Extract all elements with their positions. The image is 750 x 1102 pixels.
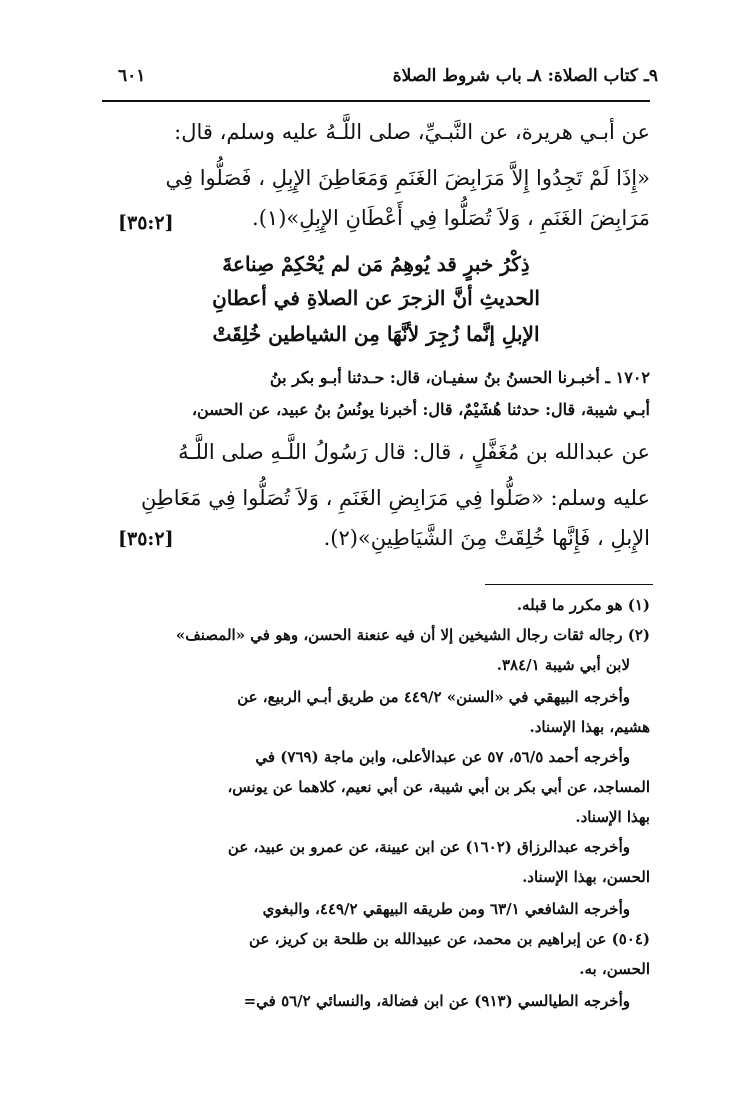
footnote-2-line-7: بهذا الإسناد. <box>575 808 650 826</box>
page-number: ٦٠١ <box>118 66 146 86</box>
hadith-1702-isnad-line-2: أبـي شيبة، قال: حدثنا هُشَيْمٌ، قال: أخبرنا يونُسُ بنُ عبيد، عن الحسن، <box>191 400 650 419</box>
footnote-2-line-1: (٢) رجاله ثقات رجال الشيخين إلا أن فيه عنعنة الحسن، وهو في «المصنف» <box>175 626 650 644</box>
footnote-2-line-10: وأخرجه الشافعي ٦٣/١ ومن طريقه البيهقي ٤٤٩/٢، والبغوي <box>262 900 630 918</box>
chapter-heading-line-2: الحديثِ أنَّ الزجرَ عن الصلاةِ في أعطانِ <box>212 286 540 310</box>
hadith-1701-line-3: مَرَابِضَ الغَنَمِ ، وَلاَ تُصَلُّوا فِي أَعْطَانِ الإِبِلِ»(١). <box>252 206 650 230</box>
footnote-2-line-13: وأخرجه الطيالسي (٩١٣) عن ابن فضالة، والنسائي ٥٦/٢ في= <box>243 992 630 1010</box>
hadith-1701-line-2: «إِذَا لَمْ تَجِدُوا إِلاَّ مَرَابِضَ الغَنَمِ وَمَعَاطِنَ الإِبِلِ ، فَصَلُّوا فِي <box>165 166 650 190</box>
hadith-1701-reference: [٣٥:٢] <box>118 212 174 234</box>
header-divider <box>102 100 650 102</box>
footnote-2-line-6: المساجد، عن أبي بكر بن أبي شيبة، عن أبي نعيم، كلاهما عن يونس، <box>227 778 650 796</box>
footnote-2-line-12: الحسن، به. <box>579 960 650 978</box>
footnote-2-line-9: الحسن، بهذا الإسناد. <box>522 868 650 886</box>
running-title: ٩ـ كتاب الصلاة: ٨ـ باب شروط الصلاة <box>392 66 658 86</box>
footnote-2-line-8: وأخرجه عبدالرزاق (١٦٠٢) عن ابن عيينة، عن عمرو بن عبيد، عن <box>227 838 630 856</box>
chapter-heading-line-1: ذِكْرُ خبرٍ قد يُوهِمُ مَن لم يُحْكِمْ صِناعةَ <box>222 252 530 276</box>
footnote-2-line-2: لابن أبي شيبة ٣٨٤/١. <box>496 656 630 674</box>
chapter-heading-line-3: الإبلِ إنَّما زُجِرَ لأنَّهَا مِن الشياطين خُلِقَتْ <box>212 322 540 346</box>
hadith-1702-isnad-line-1: ١٧٠٢ ـ أخبـرنا الحسنُ بنُ سفيـان، قال: حـدثنا أبـو بكر بنُ <box>269 368 650 387</box>
hadith-1702-line-5: الإِبلِ ، فَإِنَّها خُلِقَتْ مِنَ الشَّيَاطِينِ»(٢). <box>323 526 650 550</box>
footnote-2-line-5: وأخرجه أحمد ٥٦/٥، ٥٧ عن عبدالأعلى، وابن ماجة (٧٦٩) في <box>255 748 630 766</box>
hadith-1702-line-4: عليه وسلم: «صَلُّوا فِي مَرَابِضِ الغَنَمِ ، وَلاَ تُصَلُّوا فِي مَعَاطِنِ <box>141 486 650 510</box>
footnote-2-line-3: وأخرجه البيهقي في «السنن» ٤٤٩/٢ من طريق أبـي الربيع، عن <box>237 688 630 706</box>
hadith-1702-reference: [٣٥:٢] <box>118 528 174 550</box>
footnote-2-line-11: (٥٠٤) عن إبراهيم بن محمد، عن عبيدالله بن طلحة بن كريز، عن <box>249 930 650 948</box>
footnote-1: (١) هو مكرر ما قبله. <box>516 596 650 614</box>
footnote-2-line-4: هشيم، بهذا الإسناد. <box>529 718 650 736</box>
hadith-1702-line-3: عن عبدالله بن مُغَفَّلٍ ، قال: قال رَسُولُ اللَّـهِ صلى اللَّـهُ <box>178 440 650 464</box>
hadith-1701-line-1: عن أبـي هريرة، عن النَّبـيِّ، صلى اللَّـهُ عليه وسلم، قال: <box>174 120 650 144</box>
footnote-divider <box>485 584 653 585</box>
